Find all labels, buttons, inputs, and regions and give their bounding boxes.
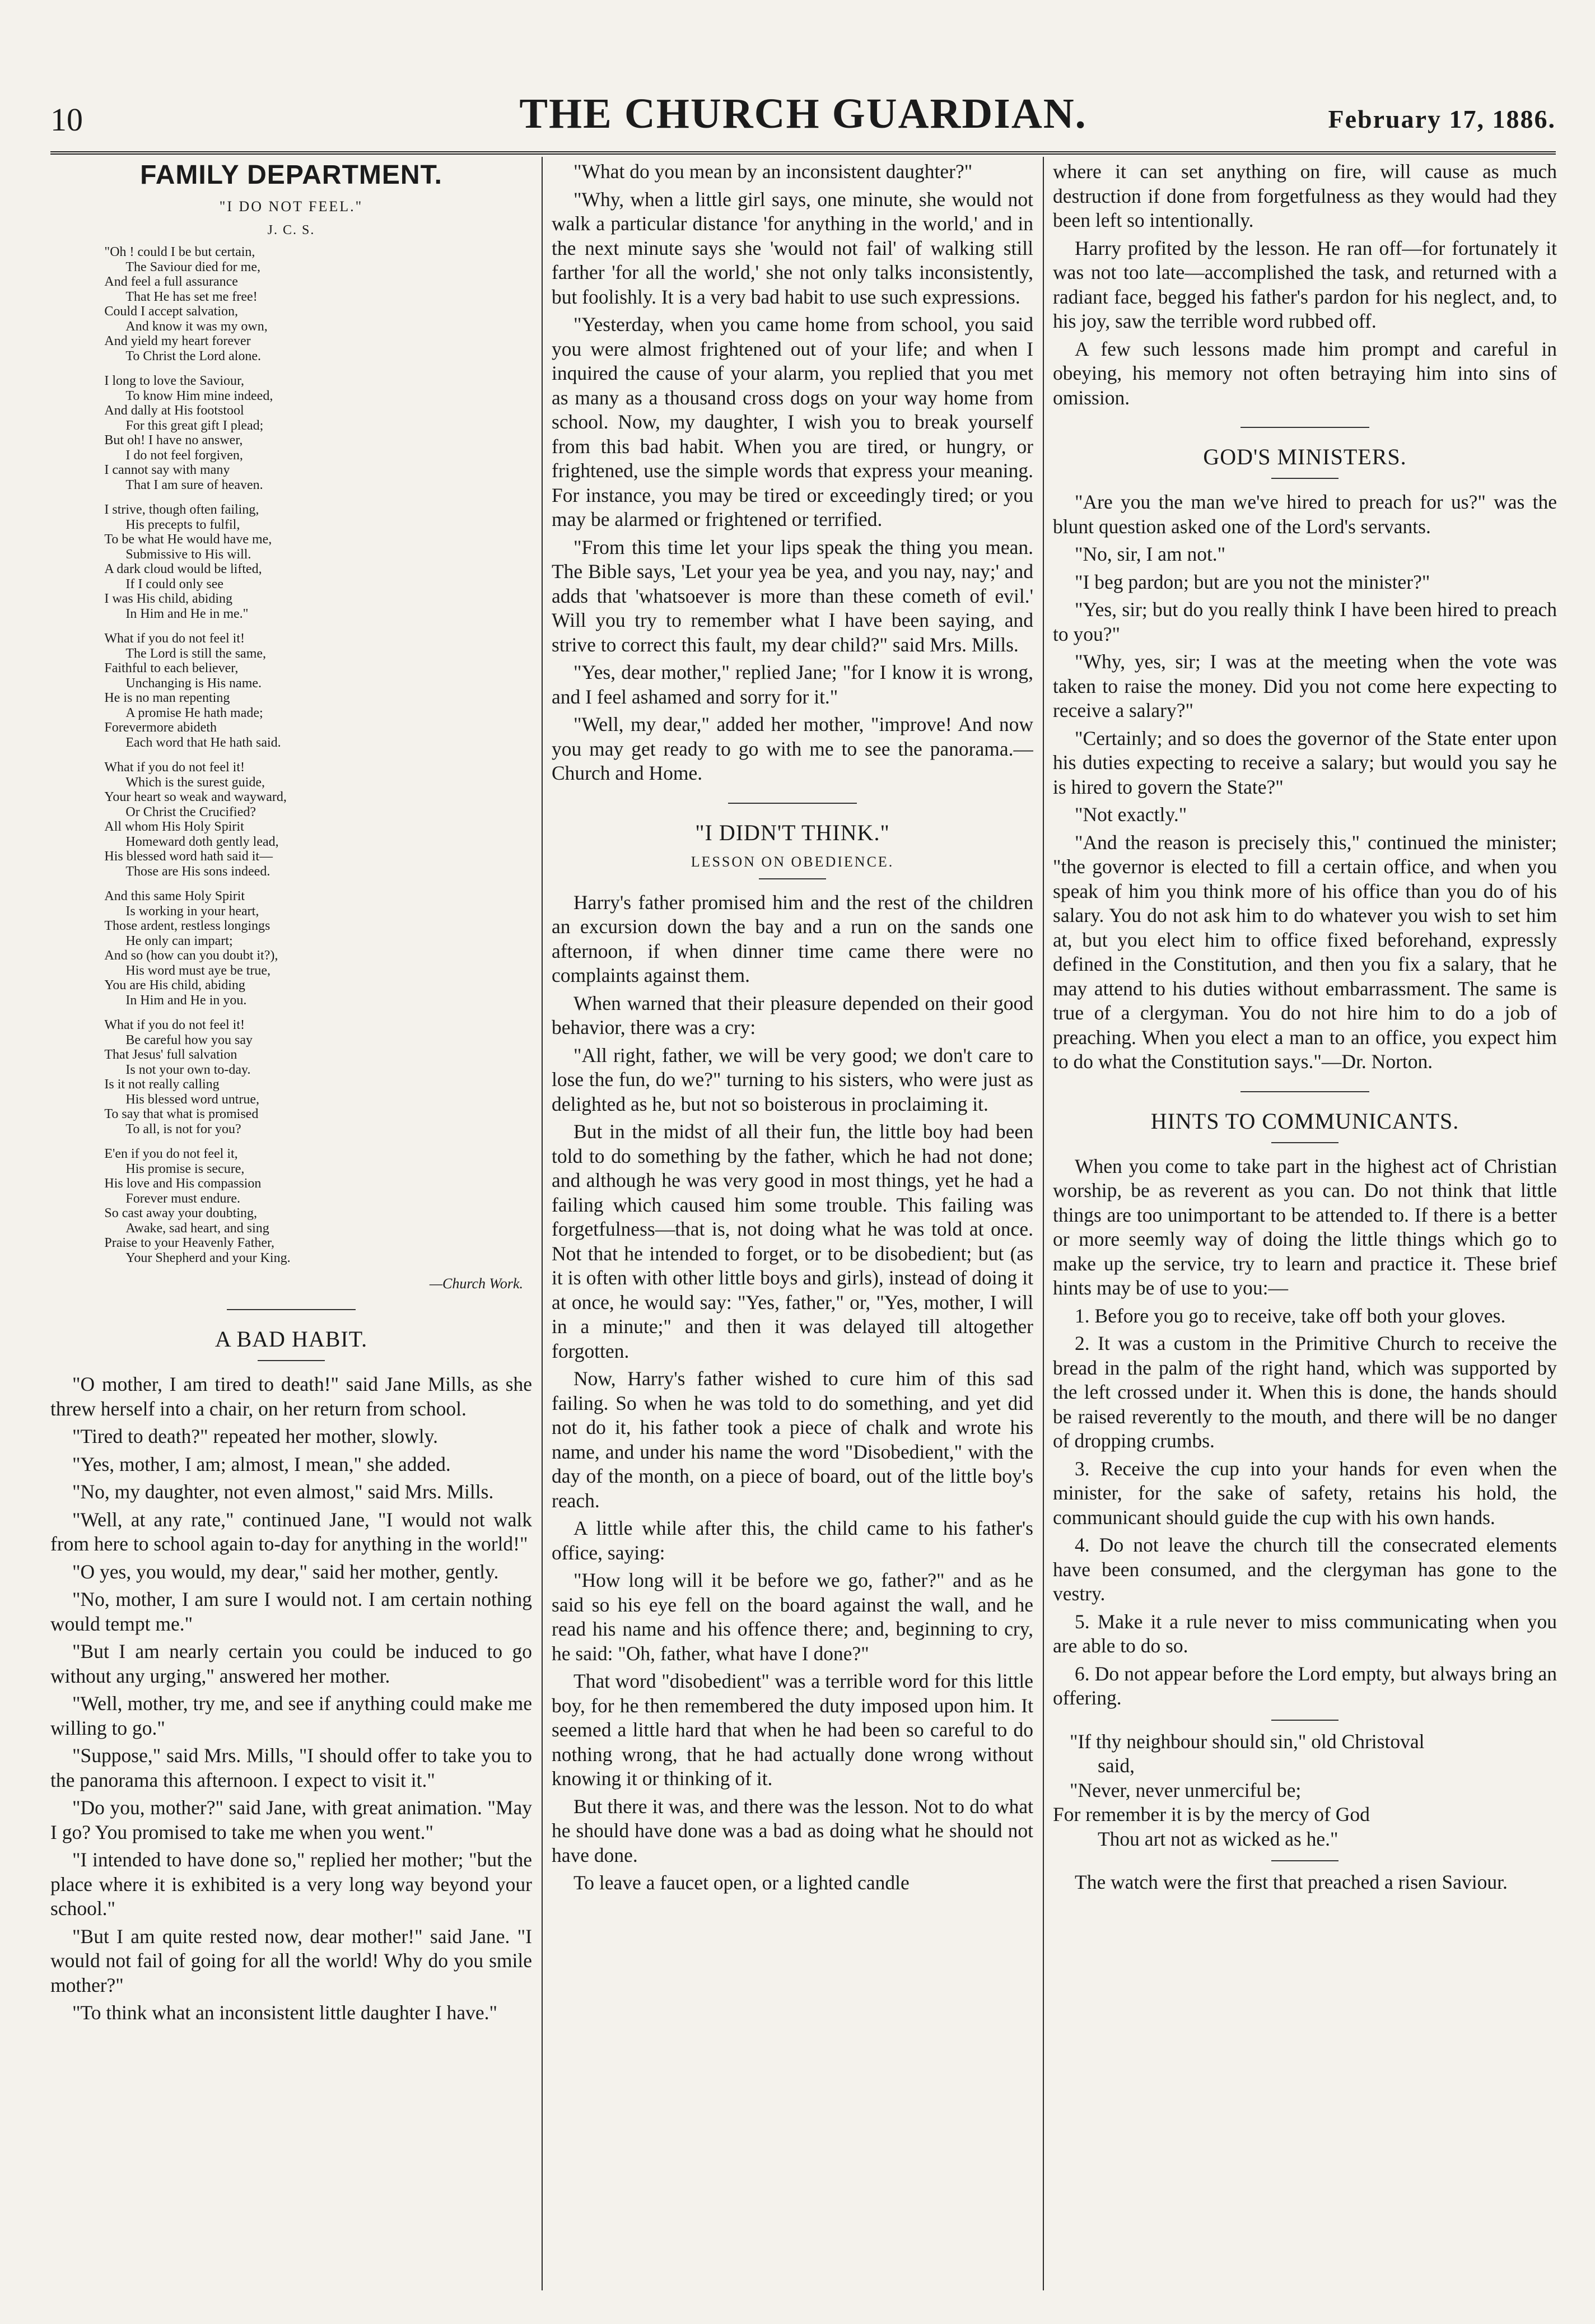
paragraph: "Well, mother, try me, and see if anything could make me willing to go.": [50, 1692, 532, 1739]
divider: [1240, 1091, 1369, 1092]
paragraph: "All right, father, we will be very good; we don't care to lose the fun, do we?" turning to his sisters, who were just as delighted as he, but not so boisterous in proclaiming it.: [552, 1044, 1033, 1115]
poem-line: The Saviour died for me,: [125, 259, 260, 274]
paragraph: "Well, at any rate," continued Jane, "I would not walk from here to school again to-day for anything in the world!": [50, 1508, 532, 1555]
verse: [1053, 1730, 1557, 1852]
list-item: 4. Do not leave the church till the consecrated elements have been consumed, and the clergyman has gone to the vestry.: [1053, 1534, 1557, 1605]
poem-line: Unchanging is His name.: [125, 676, 262, 691]
poem-line: Homeward doth gently lead,: [125, 834, 279, 849]
poem-line: Be careful how you say: [125, 1032, 253, 1047]
poem-author: J. C. S.: [267, 223, 315, 237]
poem-line: He is no man repenting: [104, 691, 230, 705]
paragraph: "Yesterday, when you came home from school, you said you were almost frightened out of your life; and when I inquired the cause of your alarm, you replied that you met as many as a thousand cross dogs on your way home from school. Now, my daughter, I wish you to break yourself from this bad habit. When you are tired, or hungry, or frightened, use the simple words that express your meaning. For instance, you may be tired or exceedingly tired; or you may be alarmed or frightened or terrified.: [552, 313, 1033, 530]
paragraph: The watch were the first that preached a risen Saviour.: [1075, 1871, 1508, 1893]
paragraph: "What do you mean by an inconsistent daughter?": [573, 160, 973, 183]
paragraph: "Not exactly.": [1075, 803, 1187, 826]
paragraph: But there it was, and there was the lesson. Not to do what he should have done was a bad as doing what he should not have done.: [552, 1795, 1033, 1866]
paragraph: "No, sir, I am not.": [1075, 543, 1226, 565]
article-heading-ministers: GOD'S MINISTERS.: [1203, 444, 1407, 469]
poem-line: E'en if you do not feel it,: [104, 1147, 238, 1161]
paragraph: When warned that their pleasure depended on their good behavior, there was a cry:: [552, 991, 1033, 1038]
article-body: [1053, 1154, 1557, 1711]
article-body: [552, 160, 1033, 786]
poem-line: Awake, sad heart, and sing: [125, 1221, 269, 1236]
page-number: 10: [50, 101, 83, 138]
article-subheading: LESSON ON OBEDIENCE.: [691, 853, 894, 870]
divider: [728, 803, 857, 804]
divider: [1271, 1142, 1339, 1143]
paragraph: "To think what an inconsistent little daughter I have.": [72, 2001, 498, 2024]
poem-stanza: [90, 374, 532, 492]
paragraph: "I beg pardon; but are you not the minister?": [1075, 570, 1430, 593]
article-body: [1053, 1870, 1557, 1895]
poem-line: His blessed word untrue,: [125, 1092, 260, 1107]
column-1: [50, 160, 532, 2290]
poem-line: Forevermore abideth: [104, 720, 217, 735]
paragraph: "Tired to death?" repeated her mother, slowly.: [72, 1425, 438, 1447]
poem-stanza: [90, 760, 532, 879]
column-3: [1053, 160, 1557, 2290]
paragraph: "O yes, you would, my dear," said her mother, gently.: [72, 1560, 499, 1583]
paragraph: "But I am quite rested now, dear mother!" said Jane. "I would not fail of going for all the world! Why do you smile mother?": [50, 1925, 532, 1996]
poem-line: Submissive to His will.: [125, 547, 251, 562]
paragraph: To leave a faucet open, or a lighted candle: [573, 1871, 910, 1894]
poem-line: And know it was my own,: [125, 319, 268, 334]
poem-stanza: [90, 631, 532, 750]
poem-line: And this same Holy Spirit: [104, 889, 245, 903]
paragraph: "Certainly; and so does the governor of the State enter upon his duties expecting to receive a salary; but would you say he is hired to govern the State?": [1053, 726, 1557, 798]
poem-line: A promise He hath made;: [125, 705, 263, 720]
divider: [1271, 1860, 1339, 1861]
poem-line: In Him and He in you.: [125, 993, 247, 1008]
paragraph: "Why, when a little girl says, one minute, she would not walk a particular distance 'for anything in the world,' and in the next minute says she 'would not fail' of walking still farther 'for all the world,' she not only talks inconsistently, but foolishly. It is a very bad habit to use such expressions.: [552, 188, 1033, 308]
divider: [1271, 478, 1339, 479]
paragraph: "Why, yes, sir; I was at the meeting when the vote was taken to raise the money. Did you not come here expecting to receive a salary?": [1053, 650, 1557, 721]
verse-line: Thou art not as wicked as he.": [1098, 1827, 1339, 1850]
poem-line: Or Christ the Crucified?: [125, 804, 256, 819]
poem-line: In Him and He in me.": [125, 606, 249, 621]
list-item: 6. Do not appear before the Lord empty, but always bring an offering.: [1053, 1662, 1557, 1709]
poem-line: Forever must endure.: [125, 1191, 240, 1206]
article-heading-didnt-think: "I DIDN'T THINK.": [695, 819, 890, 845]
paragraph: "And the reason is precisely this," continued the minister; "the governor is elected to fill a certain office, and when you speak of him you think more of his office than you do of his salary. You do not ask him to do whatever you wish to set him at, but you elect him to office fixed beforehand, expressly defined in the Constitution, and then you fix a salary, that he may attend to his duties without embarrassment. The same is true of a clergyman. You do not hire him to do a job of preaching. When you elect a man to an office, you expect him to do what the Constitution says."—Dr. Norton.: [1053, 831, 1557, 1073]
article-body: [552, 891, 1033, 1895]
paragraph: "Are you the man we've hired to preach for us?" was the blunt question asked one of the Lord's servants.: [1053, 491, 1557, 538]
column-2: [552, 160, 1033, 2290]
poem-line: Could I accept salvation,: [104, 304, 238, 319]
poem-line: And dally at His footstool: [104, 403, 244, 418]
poem-line: But oh! I have no answer,: [104, 433, 243, 448]
poem-line: To be what He would have me,: [104, 532, 272, 547]
poem-line: To know Him mine indeed,: [125, 388, 273, 403]
paragraph: Now, Harry's father wished to cure him of this sad failing. So when he was told to do something, and yet did not do it, his father took a piece of chalk and wrote his name, and under his name the word "Disobedient," with the day of the month, on a piece of board, out of the little boy's reach.: [552, 1367, 1033, 1512]
article-body: [1053, 490, 1557, 1074]
poem-line: To say that what is promised: [104, 1107, 259, 1121]
poem-line: That Jesus' full salvation: [104, 1047, 237, 1062]
poem-line: What if you do not feel it!: [104, 760, 245, 775]
poem-line: The Lord is still the same,: [125, 646, 267, 661]
paragraph: "No, my daughter, not even almost," said Mrs. Mills.: [72, 1480, 494, 1503]
divider: [1240, 427, 1369, 428]
poem-line: His love and His compassion: [104, 1176, 262, 1191]
poem-stanza: [90, 889, 532, 1008]
verse-line: "If thy neighbour should sin," old Christoval: [1070, 1730, 1425, 1753]
poem-line: Your heart so weak and wayward,: [104, 790, 287, 804]
poem-stanza: [90, 1018, 532, 1137]
poem-line: "Oh ! could I be but certain,: [104, 245, 255, 259]
paragraph: "I intended to have done so," replied her mother; "but the place where it is exhibited is a very long way beyond your school.": [50, 1848, 532, 1920]
list-item: 3. Receive the cup into your hands for even when the minister, for the sake of safety, retains his hold, the communicant should guide the cup with his own hands.: [1053, 1457, 1557, 1529]
poem-line: And yield my heart forever: [104, 334, 251, 348]
poem-line: That He has set me free!: [125, 289, 258, 304]
poem-line: Is not your own to-day.: [125, 1062, 251, 1077]
issue-date: February 17, 1886.: [1328, 105, 1556, 133]
poem-line: And so (how can you doubt it?),: [104, 948, 278, 963]
paragraph: Harry profited by the lesson. He ran off—for fortunately it was not too late—accomplished the task, and returned with a radiant face, begged his father's pardon for his neglect, and, to his joy, saw the terrible word rubbed off.: [1053, 236, 1557, 332]
paragraph: When you come to take part in the highest act of Christian worship, be as reverent as you can. Do not think that little things are too unimportant to be attended to. If there is a better or more seemly way of doing the little things which go to make up the service, try to learn and practice it. These brief hints may be of use to you:—: [1053, 1154, 1557, 1299]
poem-line: Each word that He hath said.: [125, 735, 281, 750]
divider: [759, 878, 826, 879]
poem-line: What if you do not feel it!: [104, 1018, 245, 1032]
poem-line: What if you do not feel it!: [104, 631, 245, 646]
poem-line: That I am sure of heaven.: [125, 477, 263, 492]
poem: [50, 245, 532, 1265]
poem-line: His promise is secure,: [125, 1161, 245, 1176]
divider: [1271, 1720, 1339, 1721]
divider: [227, 1309, 356, 1310]
poem-line: I cannot say with many: [104, 463, 230, 477]
poem-line: He only can impart;: [125, 933, 233, 948]
paragraph: "From this time let your lips speak the thing you mean. The Bible says, 'Let your yea be yea, and you nay, nay;' and adds that 'whatsoever is more than these cometh of evil.' Will you try to remember what I have been saying, and strive to correct this fault, my dear child?" said Mrs. Mills.: [552, 535, 1033, 656]
article-body: [50, 1372, 532, 2025]
section-heading-family: FAMILY DEPARTMENT.: [140, 160, 442, 190]
paragraph: "But I am nearly certain you could be induced to go without any urging," answered her mother.: [50, 1640, 532, 1687]
paragraph: "Yes, sir; but do you really think I have been hired to preach to you?": [1053, 598, 1557, 645]
verse-line: "Never, never unmerciful be;: [1070, 1778, 1302, 1801]
list-item: 1. Before you go to receive, take off both your gloves.: [1075, 1304, 1506, 1327]
poem-line: All whom His Holy Spirit: [104, 819, 244, 834]
poem-line: Your Shepherd and your King.: [125, 1250, 291, 1265]
poem-line: Is working in your heart,: [125, 903, 259, 919]
poem-title: "I DO NOT FEEL.": [219, 198, 363, 215]
poem-line: A dark cloud would be lifted,: [104, 562, 262, 576]
article-heading-hints: HINTS TO COMMUNICANTS.: [1150, 1108, 1459, 1134]
list-item: 5. Make it a rule never to miss communicating when you are able to do so.: [1053, 1610, 1557, 1657]
masthead: [50, 90, 1556, 155]
poem-line: And feel a full assurance: [104, 274, 238, 289]
poem-line: I strive, though often failing,: [104, 502, 259, 517]
poem-line: You are His child, abiding: [104, 978, 245, 993]
poem-stanza: [90, 502, 532, 621]
poem-line: To Christ the Lord alone.: [125, 348, 261, 364]
article-heading-bad-habit: A BAD HABIT.: [214, 1326, 368, 1352]
paragraph: That word "disobedient" was a terrible word for this little boy, for he then remembered the duty imposed upon him. It seemed a little hard that when he had been so careful to do nothing wrong, that he had actually done wrong without knowing it or thinking of it.: [552, 1670, 1033, 1790]
poem-line: His blessed word hath said it—: [104, 849, 273, 864]
paragraph: "Do you, mother?" said Jane, with great animation. "May I go? You promised to take me when you went.": [50, 1796, 532, 1843]
poem-stanza: [90, 245, 532, 364]
poem-line: Which is the surest guide,: [125, 775, 265, 790]
poem-line: For this great gift I plead;: [125, 418, 264, 433]
paragraph: "O mother, I am tired to death!" said Jane Mills, as she threw herself into a chair, on her return from school.: [50, 1373, 532, 1420]
paragraph: A little while after this, the child came to his father's office, saying:: [552, 1517, 1033, 1564]
paragraph: "Well, my dear," added her mother, "improve! And now you may get ready to go with me to see the panorama.—Church and Home.: [552, 713, 1033, 784]
column-rule: [1043, 157, 1044, 2290]
poem-line: Those ardent, restless longings: [104, 919, 271, 933]
poem-line: Those are His sons indeed.: [125, 864, 271, 879]
poem-line: So cast away your doubting,: [104, 1206, 258, 1221]
paragraph: Harry's father promised him and the rest of the children an excursion down the bay and a run on the sands one afternoon, if when dinner time came there were no complaints against them.: [552, 891, 1033, 986]
poem-line: His word must aye be true,: [125, 963, 271, 978]
paragraph: "No, mother, I am sure I would not. I am certain nothing would tempt me.": [50, 1588, 532, 1635]
poem-line: I do not feel forgiven,: [125, 448, 243, 463]
paragraph: where it can set anything on fire, will cause as much destruction if done from forgetfulness as they would had they been left so intentionally.: [1053, 160, 1557, 231]
column-rule: [542, 157, 543, 2290]
verse-line: said,: [1098, 1754, 1135, 1777]
paragraph: But in the midst of all their fun, the little boy had been told to do something by the father, which he had not done; and although he was very good in most things, yet he had a failing which caused him some trouble. This failing was forgetfulness—that is, not doing what he was told at once. Not that he intended to forget, or to be disobedient; but (as it is often with other little boys and girls), instead of doing it at once, he would say: "Yes, father," or, "Yes, mother, I will in a minute;" and then it was delayed till altogether forgotten.: [552, 1120, 1033, 1362]
poem-line: His precepts to fulfil,: [125, 517, 240, 532]
poem-line: I was His child, abiding: [104, 592, 233, 606]
verse-line: For remember it is by the mercy of God: [1053, 1803, 1370, 1825]
poem-line: Faithful to each believer,: [104, 661, 239, 676]
paragraph: "How long will it be before we go, father?" and as he said so his eye fell on the board against the wall, and he read his name and his offence there; and, beginning to cry, he said: "Oh, father, what have I done?": [552, 1569, 1033, 1665]
paragraph: "Suppose," said Mrs. Mills, "I should offer to take you to the panorama this afternoon. I expect to visit it.": [50, 1744, 532, 1791]
poem-line: If I could only see: [125, 576, 223, 592]
poem-line: I long to love the Saviour,: [104, 374, 245, 388]
paragraph: A few such lessons made him prompt and careful in obeying, his memory not often betraying him into sins of omission.: [1053, 337, 1557, 409]
paragraph: "Yes, dear mother," replied Jane; "for I know it is wrong, and I feel ashamed and sorry for it.": [552, 661, 1033, 708]
poem-stanza: [90, 1147, 532, 1265]
paragraph: "Yes, mother, I am; almost, I mean," she added.: [72, 1452, 451, 1475]
list-item: 2. It was a custom in the Primitive Church to receive the bread in the palm of the right hand, which was supported by the left crossed under it. When this is done, the hands should be raised reverently to the mouth, and there will be no danger of dropping crumbs.: [1053, 1332, 1557, 1452]
divider: [258, 1360, 325, 1361]
poem-line: Is it not really calling: [104, 1077, 220, 1092]
poem-line: Praise to your Heavenly Father,: [104, 1236, 275, 1250]
poem-line: To all, is not for you?: [125, 1121, 241, 1137]
newspaper-title: THE CHURCH GUARDIAN.: [519, 90, 1087, 137]
article-body: [1053, 160, 1557, 410]
poem-credit: —Church Work.: [429, 1275, 523, 1292]
